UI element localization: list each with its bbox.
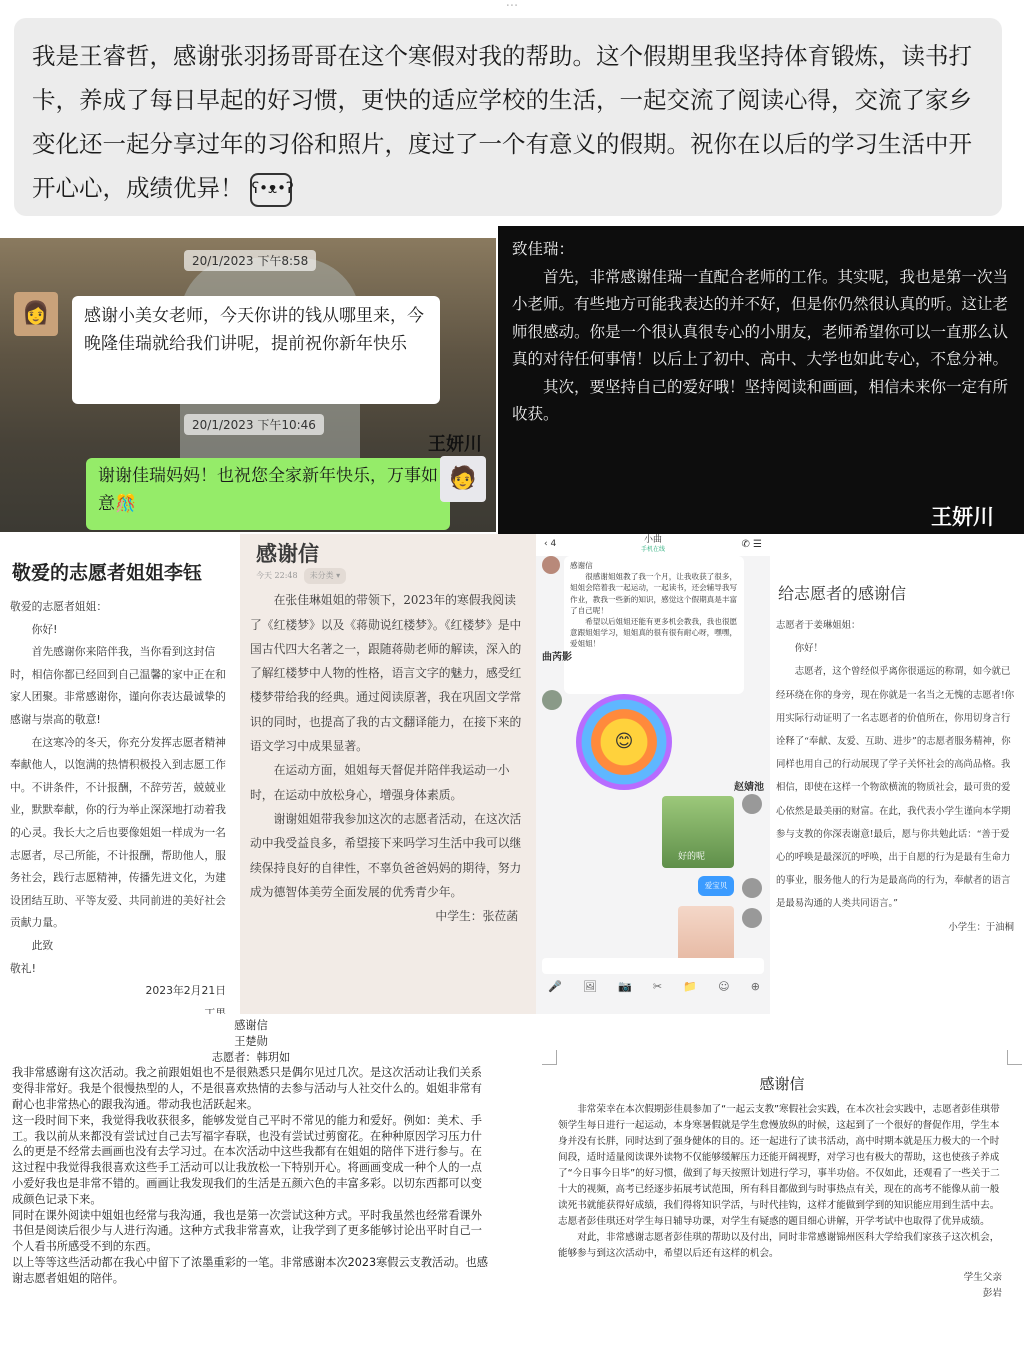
sender-name-2: 赵婧池 [734,782,764,793]
emoji-icon[interactable]: ☺ [718,980,730,993]
panel-d-salutation: 志愿者于姜琳姐姐： [776,620,861,631]
category-dropdown[interactable]: 未分类 ▾ [304,568,347,584]
panel-b-paragraph: 谢谢姐姐带我参加这次的志愿者活动，在这次活动中我受益良多，希望接下来吗学习生活中我可以继续保持良好的自律性，不辜负爸爸妈妈的期待，努力成为德智体美劳全面发展的优秀青少年。 [250,811,522,899]
bear-emoji-icon: ʕ•ᴥ•ʔ [250,173,292,207]
panel-b-meta [256,568,526,584]
panel-e-name: 王楚勋 [234,1034,268,1048]
panel-e-volunteer: 志愿者：韩玥如 [211,1050,291,1064]
self-avatar-icon[interactable] [742,878,762,898]
panel-a-hello: 你好! [31,622,58,636]
panel-f-signer-name: 彭岩 [982,1288,1002,1299]
letter-signature: 王妍川 [931,503,994,529]
panel-e-paragraph: 同时在课外阅读中姐姐也经常与我沟通，我也是第一次尝试这种方式。平时我虽然也经常看课外书但是阅读后很少与人进行沟通。这种方式我非常喜欢，让我学到了更多能够讨论出平时自己一个人看书所感受不到的东西。 [12,1208,482,1254]
letter-paragraph-2: 其次，要坚持自己的爱好哦！坚持阅读和画画，相信未来你一定有所收获。 [512,377,1009,423]
back-button[interactable]: ‹ 4 [544,539,557,549]
sticker-face: 😊 [614,731,634,752]
panel-b-time: 今天 22:48 [256,571,298,581]
chat-header-bar [536,534,770,556]
panel-a-date: 2023年2月21日 [145,984,226,998]
call-menu-icon[interactable]: ✆ ☰ [741,539,762,550]
page-corner-mark [542,1050,557,1065]
page-corner-mark [1007,1050,1022,1065]
sender-avatar-icon[interactable] [542,690,562,710]
panel-d-hello: 你好！ [794,643,823,655]
panel-f-paragraph: 非常荣幸在本次假期彭佳晨参加了“一起云支教”寒假社会实践，在本次社会实践中，志愿者彭佳琪带领学生每日进行一起运动，本身寒暑假就是学生怠慢放纵的时候，这起到了一个很好的督促作用，学生本身并没有长胖，同时达到了强身健体的目的。还一起进行了读书活动，高中时期本就是压力极大的一个时间段，适时适量阅读课外读物不仅能够缓解压力还能开阔视野，对学习也有极大的帮助，这也使孩子养成了“今日事今日毕”的好习惯，做到了每天按照计划进行学习，事半功倍。不仅如此，还观看了一些关于二十大的视频，高考已经逐步拓展考试范围，所有科目都做到与时事热点有关，现在的高考不能像从前一般读死书就能获得好成绩，我们得将知识学活，与时代挂钩，这样才能做到学到的知识能应用到生活中去。志愿者彭佳琪还对学生每日辅导功课，对学生有疑惑的题目细心讲解，开学考试中也取得了优异成绩。 [558,1104,1000,1227]
panel-a-paragraph: 在这寒冷的冬天，你充分发挥志愿者精神奉献他人，以饱满的热情积极投入到志愿工作中。不讲条件，不计报酬，不辞劳苦，兢兢业业，默默奉献，你的行为举止深深地打动着我的心灵。我长大之后也要像姐姐一样成为一名志愿者，尽己所能，不计报酬，帮助他人，服务社会，践行志愿精神，传播先进文化，为建设团结互助、平等友爱、共同前进的美好社会贡献力量。 [10,735,226,930]
goose-caption: 好的呢 [678,852,706,862]
contact-avatar-icon[interactable] [542,556,560,574]
panel-e-title: 感谢信 [234,1019,268,1032]
chat-toolbar [548,980,760,996]
sender-avatar-icon[interactable] [742,794,762,814]
sender-name-1: 曲芮影 [542,652,572,663]
panel-a-salutation: 敬爱的志愿者姐姐： [10,600,108,613]
letter-panel-f [540,1048,1024,1365]
panel-e-paragraph: 这一段时间下来，我觉得我收获很多，能够发觉自己平时不常见的能力和爱好。例如：美术、手工。我以前从来都没有尝试过自己去写福字春联，也没有尝试过剪窗花。在种种原因学习压力什么的更是不经常去画画也没有去学习过。在本次活动中这些我都有在姐姐的陪伴下进行参与。在这过程中我觉得我很喜欢这些手工活动可以让我放松一下特别开心。将画画变成一种个人的一点小爱好我也是非常不错的。画画让我发现我们的生活是五颜六色的丰富多彩。以切东西都可以变成颜色记录下来。 [12,1113,482,1206]
chat-contact-name: 小曲 [643,535,662,545]
handwritten-letter-panel [498,226,1024,534]
panel-e-paragraph: 我非常感谢有这次活动。我之前跟姐姐也不是很熟悉只是偶尔见过几次。是这次活动让我们关系变得非常好。我是个很慢热型的人，不是很喜欢热情的去参与活动与人社交什么的。姐姐非常有耐心也非常热心的跟我沟通。带动我也活跃起来。 [12,1066,482,1111]
phone-chat-panel [536,534,770,1014]
panel-d-paragraph: 志愿者，这个曾经似乎离你很遥远的称谓，如今就已经环绕在你的身旁，现在你就是一名当之无愧的志愿者!你用实际行动证明了一名志愿者的价值所在，你用切身言行诠释了“奉献、友爱、互助、进步”的志愿者服务精神，你同样也用自己的行动展现了学子关怀社会的高尚品格。我相信，即使在这样一个物欲横流的物质社会，最可贵的爱心依然是最美丽的财富。在此，我代表小学生谨向本学期参与支教的你深表谢意!最后，愿与你共勉此话：“善于爱心的呼唤是最深沉的呼唤，出于自愿的行为是最有生命力的事业，服务他人的行为是最高尚的行为，奉献者的语言是最易沟通的人类共同语言。” [776,666,1015,910]
chat-screenshot-panel [0,238,496,532]
panel-d-title: 给志愿者的感谢信 [778,584,907,603]
chat-title [536,536,770,554]
panel-f-signer-role: 学生父亲 [963,1272,1002,1283]
sender-name-label: 王妍川 [428,434,482,455]
panel-a-closing: 此致 [31,938,54,952]
image-icon[interactable]: 🖼 [582,980,597,993]
chat-timestamp-2: 20/1/2023 下午10:46 [184,414,324,435]
smiley-sticker-icon [576,694,672,790]
self-avatar-icon[interactable]: 🧑 [440,456,486,502]
incoming-message-bubble: 感谢小美女老师，今天你讲的钱从哪里来，今晚隆佳瑞就给我们讲呢，提前祝你新年快乐 [72,296,440,404]
plus-icon[interactable]: ⊕ [750,980,760,993]
panel-b-title: 感谢信 [256,541,319,566]
message-input[interactable] [542,958,764,974]
cropped-header-text: ... [505,0,519,10]
letter-panel-e [0,1014,502,1365]
outgoing-message-bubble: 谢谢佳瑞妈妈！也祝您全家新年快乐，万事如意🎊 [86,458,450,530]
top-message-text: 我是王睿哲，感谢张羽扬哥哥在这个寒假对我的帮助。这个假期里我坚持体育锻炼，读书打卡，养成了每日早起的好习惯，更快的适应学校的生活，一起交流了阅读心得，交流了家乡变化还一起分享过年的习俗和照片，度过了一个有意义的假期。祝你在以后的学习生活中开开心心，成绩优异！ [32,42,972,202]
sender-avatar-icon[interactable]: 👩 [14,292,58,336]
outgoing-text-bubble: 爱宝贝 [698,876,734,896]
chat-message-bubble-top [14,18,1002,216]
panel-f-title: 感谢信 [759,1075,805,1093]
panel-f-paragraph: 对此，非常感谢志愿者彭佳琪的帮助以及付出，同时非常感谢锦州医科大学给我们家孩子这次机会，能够参与到这次活动中，希望以后还有这样的机会。 [558,1232,1000,1259]
camera-icon[interactable]: 📷 [617,980,632,993]
letter-greeting: 致佳瑞： [512,240,575,258]
chat-timestamp-1: 20/1/2023 下午8:58 [184,250,316,271]
letter-panel-a [0,534,240,1012]
baby-photo-message[interactable] [678,906,734,964]
panel-d-signer: 小学生：于油桐 [948,921,1014,933]
incoming-letter-bubble: 感谢信 很感谢姐姐教了我一个月，让我收获了很多，姐姐会陪着我一起运动，一起读书，还会辅导我写作业，教我一些新的知识，感觉这个假期真是丰富了自己呢！ 希望以后姐姐还能有更多机会教我，我也很愿意跟姐姐学习，姐姐真的很有很有耐心呀，嘿嘿，爱姐姐！ [564,556,744,694]
folder-icon[interactable]: 📁 [683,980,697,993]
self-avatar-icon[interactable] [742,908,762,928]
voice-icon[interactable]: 🎤 [548,980,562,993]
panel-b-signer: 中学生：张莅菡 [435,909,518,924]
letter-paragraph-1: 首先，非常感谢佳瑞一直配合老师的工作。其实呢，我也是第一次当小老师。有些地方可能我表达的并不好，但是你仍然很认真的听。这让老师很感动。你是一个很认真很专心的小朋友，老师希望你可以一直那么认真的对待任何事情！以后上了初中、高中、大学也如此专心，不怠分神。 [512,267,1009,368]
panel-a-paragraph: 首先感谢你来陪伴我，当你看到这封信时，相信你都已经回到自己温馨的家中正在和家人团聚。非常感谢你，谨向你表达最诚挚的感谢与崇高的敬意! [10,645,226,726]
scissors-icon[interactable]: ✂ [652,980,663,993]
panel-a-title: 敬爱的志愿者姐姐李钰 [12,562,203,584]
letter-panel-d [770,560,1024,1014]
panel-a-closing: 敬礼! [10,961,36,975]
panel-b-paragraph: 在张佳琳姐姐的带领下，2023年的寒假我阅读了《红楼梦》以及《蒋勋说红楼梦》。《红楼梦》是中国古代四大名著之一，跟随蒋勋老师的解读，深入的了解红楼梦中人物的性格，语言文字的魅力，感受红楼梦带给我的经典。通过阅读原著，我在巩固文学常识的同时，也提高了我的古文翻译能力，在接下来的语文学习中成果显著。 [250,593,522,754]
online-status: 手机在线 [640,546,665,553]
panel-b-paragraph: 在运动方面，姐姐每天督促并陪伴我运动一小时，在运动中放松身心，增强身体素质。 [250,763,510,802]
letter-panel-b [240,534,536,1014]
panel-e-paragraph: 以上等等这些活动都在我心中留下了浓墨重彩的一笔。非常感谢本次2023寒假云支教活动。也感谢志愿者姐姐的陪伴。 [12,1255,488,1285]
goose-photo-message[interactable] [662,796,734,868]
